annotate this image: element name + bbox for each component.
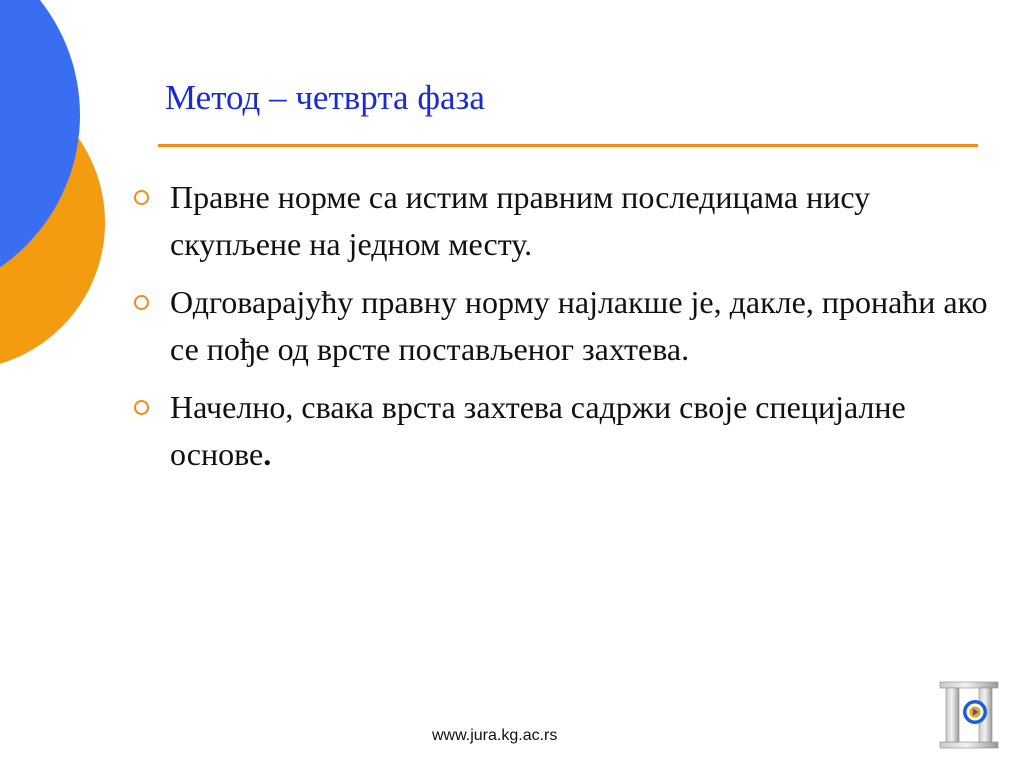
bullet-suffix: . (263, 436, 272, 472)
faculty-logo-icon (938, 680, 1000, 750)
bullet-text: Начелно, свака врста захтева садржи своје специјалне основе (170, 389, 906, 472)
bullet-item (130, 384, 990, 478)
bullet-list (130, 174, 990, 489)
bullet-item (130, 279, 990, 373)
hollow-circle-bullet-icon (134, 400, 149, 415)
bullet-item (130, 174, 990, 268)
hollow-circle-bullet-icon (134, 190, 149, 205)
bullet-text: Правне норме са истим правним последицама нису скупљене на једном месту. (170, 179, 871, 262)
footer-url: www.jura.kg.ac.rs (432, 727, 558, 744)
hollow-circle-bullet-icon (134, 295, 149, 310)
slide-title: Метод – четврта фаза (165, 78, 485, 117)
title-underline (158, 144, 978, 147)
bullet-text: Одговарајућу правну норму најлакше је, дакле, пронаћи ако се пођe од врсте постављеног захтева. (170, 284, 988, 367)
